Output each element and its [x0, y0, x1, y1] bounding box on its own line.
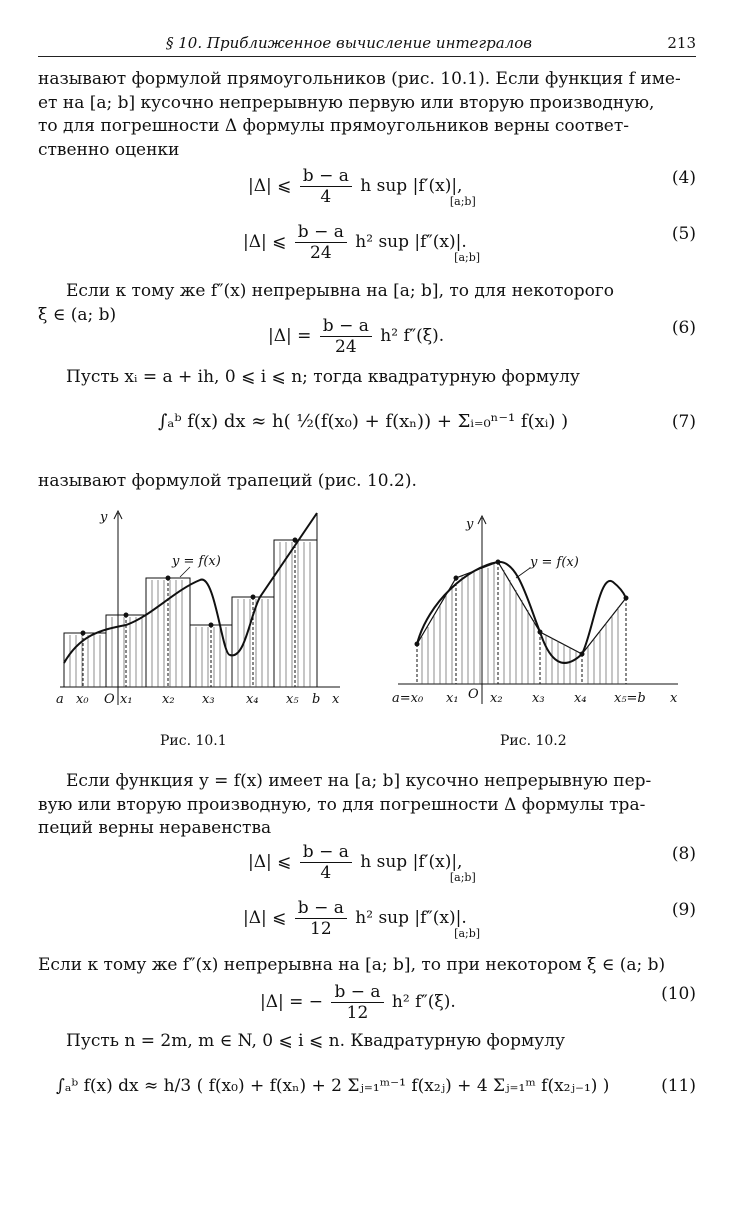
- text-line: Если к тому же f″(x) непрерывна на [a; b], то при некотором ξ ∈ (a; b): [38, 955, 666, 975]
- equation-5: [38, 222, 696, 272]
- paragraph-simpson: [38, 1030, 696, 1054]
- eq-lhs: |Δ| ⩽: [248, 176, 292, 196]
- tick-label: x₄: [246, 692, 259, 707]
- equation-number: (6): [671, 318, 696, 338]
- node-lines: [417, 562, 626, 684]
- text-line: ственно оценки: [38, 139, 180, 160]
- text-line: пеций верны неравенства: [38, 818, 272, 838]
- paragraph-trapezoid-error: [38, 770, 696, 841]
- fraction: $\frac{b - a}{4}$: [300, 842, 352, 883]
- equation-number: (10): [661, 984, 696, 1004]
- running-header: [38, 30, 696, 57]
- figure-10-1: [50, 505, 350, 715]
- equation-7: [38, 410, 696, 458]
- tick-label: x₂: [490, 691, 503, 706]
- page-number: 213: [667, 34, 696, 52]
- eq-rhs: h² f″(ξ).: [380, 326, 445, 346]
- tick-label: x₁: [446, 691, 459, 706]
- equation-4: [38, 166, 696, 216]
- eq-rhs: h² sup |f″(x)|.: [355, 908, 467, 928]
- fraction: $\frac{b - a}{12}$: [331, 982, 383, 1023]
- tick-label: a: [56, 692, 64, 707]
- fraction: $\frac{b - a}{24}$: [295, 222, 347, 263]
- rect-step: [64, 633, 106, 687]
- sup-subscript: [a;b]: [454, 927, 481, 940]
- eq-lhs: |Δ| = −: [260, 992, 324, 1012]
- equation-10: [38, 982, 696, 1028]
- tick-label: x₄: [574, 691, 587, 706]
- text-line: Пусть xᵢ = a + ih, 0 ⩽ i ⩽ n; тогда квадратурную формулу: [66, 367, 580, 387]
- axis-label-y: y: [100, 510, 108, 525]
- equation-number: (5): [671, 224, 696, 244]
- eq-rhs: h sup |f′(x)|,: [360, 852, 463, 872]
- eq-rhs: h² sup |f″(x)|.: [355, 232, 467, 252]
- tick-label: x₀: [76, 692, 89, 707]
- text-line: Если функция y = f(x) имеет на [a; b] кусочно непрерывную пер-: [66, 771, 652, 791]
- equation-9: [38, 898, 696, 948]
- equation-number: (4): [671, 168, 696, 188]
- tick-label: x₃: [532, 691, 545, 706]
- eq-lhs: |Δ| ⩽: [248, 852, 292, 872]
- trapezoid-formula: ∫ₐᵇ f(x) dx ≈ h( ½(f(x₀) + f(xₙ)) + Σᵢ₌₀ⁿ⁻¹ f(xᵢ) ): [158, 411, 569, 432]
- paragraph-let: [38, 366, 696, 390]
- equation-11: [38, 1074, 696, 1122]
- text-line: Пусть n = 2m, m ∈ N, 0 ⩽ i ⩽ n. Квадратурную формулу: [66, 1031, 566, 1051]
- figure-caption: Рис. 10.2: [500, 733, 567, 749]
- text-line: то для погрешности Δ формулы прямоугольников верны соответ-: [38, 116, 629, 136]
- curve-label: y = f(x): [172, 554, 221, 569]
- equation-6: [38, 316, 696, 362]
- sup-subscript: [a;b]: [449, 871, 476, 884]
- equation-number: (9): [671, 900, 696, 920]
- tick-label: b: [312, 692, 321, 707]
- figure-10-2: [388, 512, 688, 712]
- text-line: вую или вторую производную, то для погрешности Δ формулы тра-: [38, 794, 646, 815]
- equation-number: (11): [661, 1076, 696, 1096]
- paragraph-rectangles: [38, 68, 696, 162]
- fraction: $\frac{b - a}{12}$: [295, 898, 347, 939]
- equation-number: (8): [671, 844, 696, 864]
- axis-label-y: y: [466, 517, 474, 532]
- tick-label: O: [468, 687, 479, 702]
- eq-lhs: |Δ| ⩽: [243, 908, 287, 928]
- curve-f: [417, 562, 626, 663]
- equation-number: (7): [671, 412, 696, 432]
- eq-lhs: |Δ| =: [268, 326, 312, 346]
- axis-label-x: x: [332, 692, 340, 707]
- tick-label: x₂: [162, 692, 175, 707]
- curve-label: y = f(x): [530, 555, 579, 570]
- figure-caption: Рис. 10.1: [160, 733, 227, 749]
- tick-label: x₅: [286, 692, 299, 707]
- fraction: $\frac{b - a}{4}$: [300, 166, 352, 207]
- fraction: $\frac{b - a}{24}$: [320, 316, 372, 357]
- tick-label: x₁: [120, 692, 133, 707]
- paragraph-continuous-2: [38, 954, 696, 978]
- text-line: ет на [a; b] кусочно непрерывную первую или вторую производную,: [38, 92, 655, 113]
- tick-label: x₃: [202, 692, 215, 707]
- text-line: называют формулой трапеций (рис. 10.2).: [38, 471, 417, 491]
- tick-label: O: [104, 692, 115, 707]
- simpson-formula: ∫ₐᵇ f(x) dx ≈ h/3 ( f(x₀) + f(xₙ) + 2 Σⱼ₌₁ᵐ⁻¹ f(x₂ⱼ) + 4 Σⱼ₌₁ᵐ f(x₂ⱼ₋₁) ): [56, 1076, 610, 1096]
- tick-label: a=x₀: [392, 691, 424, 706]
- section-title: § 10. Приближенное вычисление интегралов: [166, 34, 532, 52]
- text-line: называют формулой прямоугольников (рис. 10.1). Если функция f име-: [38, 69, 681, 89]
- eq-lhs: |Δ| ⩽: [243, 232, 287, 252]
- eq-rhs: h sup |f′(x)|,: [360, 176, 463, 196]
- paragraph-trapezoid: [38, 470, 696, 494]
- axis-label-x: x: [670, 691, 678, 706]
- tick-label: x₅=b: [614, 691, 646, 706]
- text-line: ξ ∈ (a; b): [38, 304, 117, 325]
- sup-subscript: [a;b]: [454, 251, 481, 264]
- eq-rhs: h² f″(ξ).: [391, 992, 456, 1012]
- chord-polyline: [417, 562, 626, 654]
- sup-subscript: [a;b]: [449, 195, 476, 208]
- equation-8: [38, 842, 696, 892]
- text-line: Если к тому же f″(x) непрерывна на [a; b], то для некоторого: [66, 281, 614, 301]
